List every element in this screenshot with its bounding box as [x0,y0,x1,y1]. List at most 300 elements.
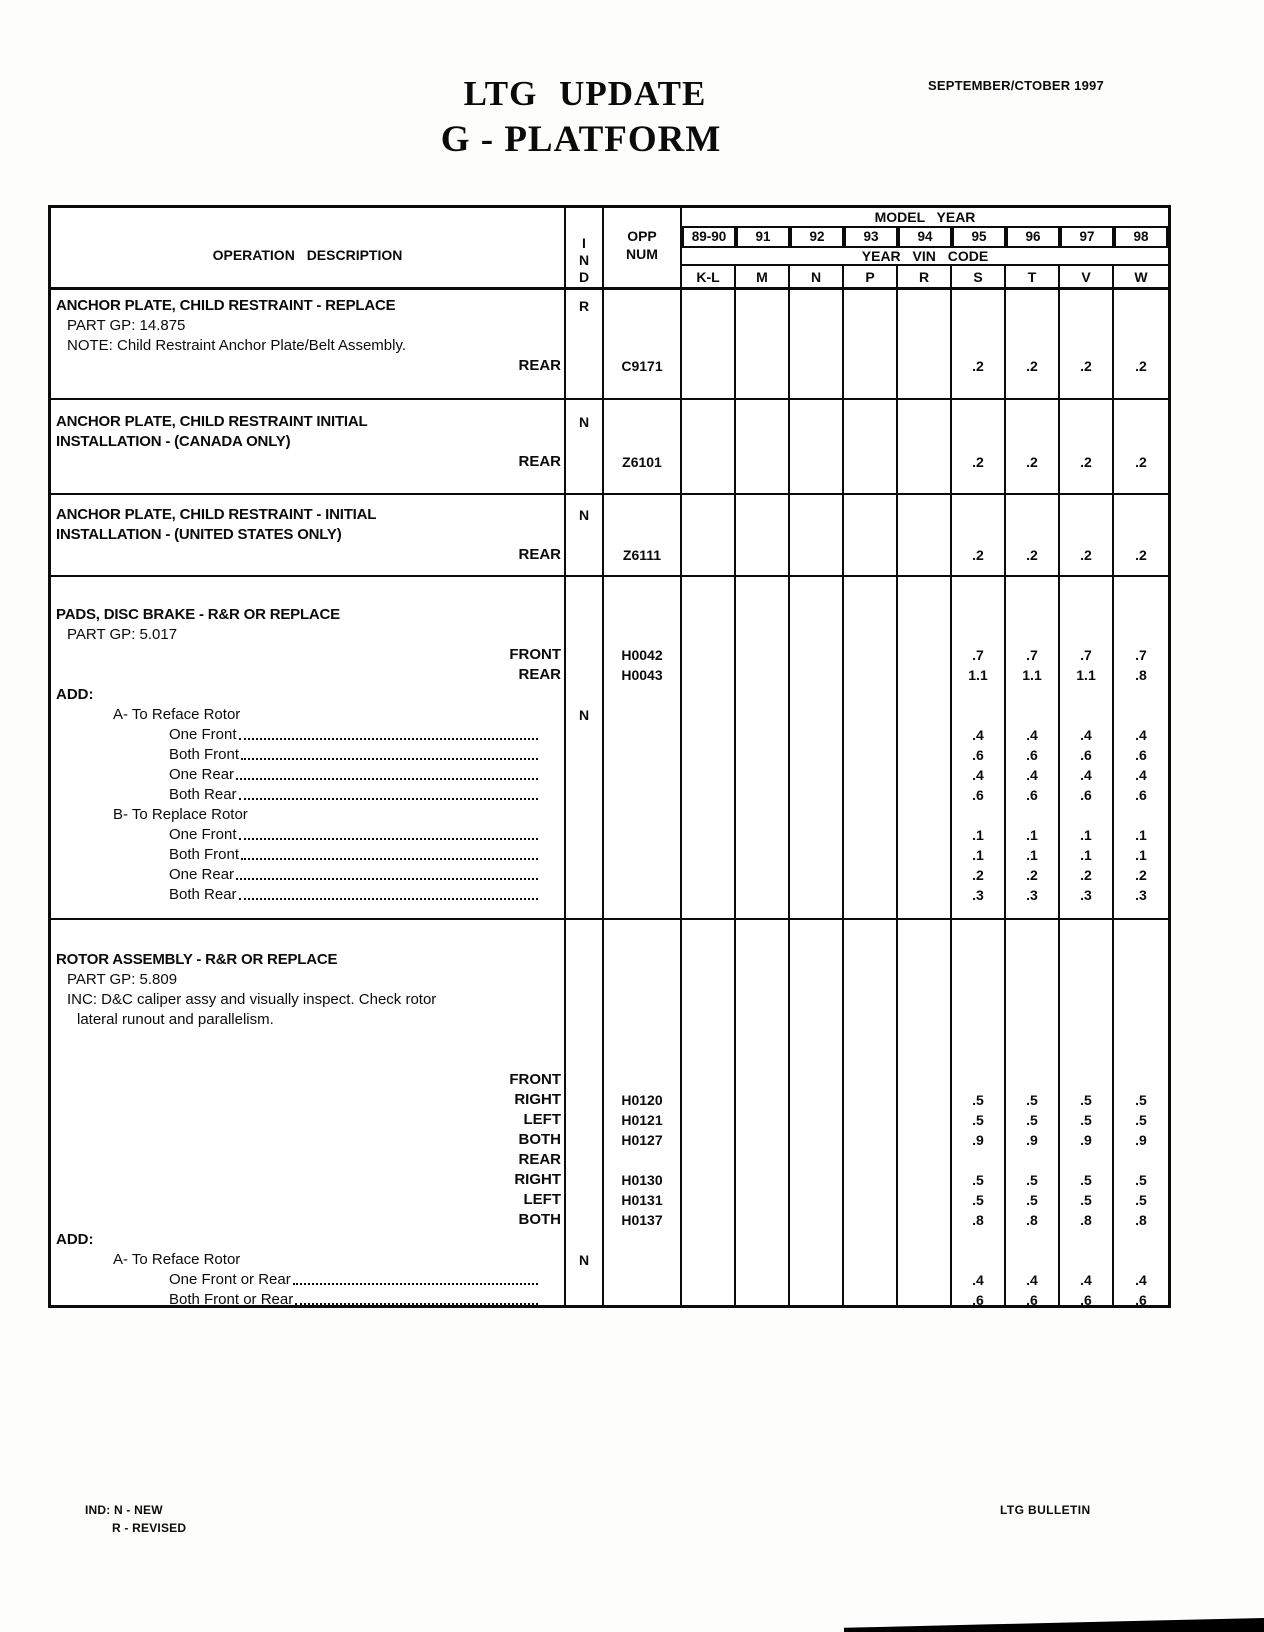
labor-time-cell [898,765,950,785]
vin-code-cell: M [736,266,790,288]
labor-time-cell [898,990,950,1010]
labor-time-cell [736,665,788,685]
labor-time-cell [1114,805,1168,825]
labor-time-cell [898,1210,950,1230]
labor-time-cell [736,625,788,645]
labor-time-cell: 1.1 [1076,667,1096,683]
labor-time-cell [736,1150,788,1170]
labor-time-cell [898,725,950,745]
labor-time-cell [844,1290,896,1310]
labor-time-cell: .5 [1026,1112,1038,1128]
opp-num-column [604,290,682,398]
labor-time-cell: .2 [972,547,984,563]
labor-time-cell [736,1030,788,1050]
labor-time-cell [790,296,842,316]
labor-time-cell [790,1130,842,1150]
operation-block [51,495,1168,577]
labor-time-cell [682,825,734,845]
operation-line [51,1270,564,1290]
labor-time-cell: .2 [1135,454,1147,470]
labor-time-cell: .5 [972,1172,984,1188]
labor-time-cell [898,865,950,885]
labor-time-cell [1114,432,1168,452]
labor-time-cell [790,336,842,356]
labor-time-cell: .2 [1080,454,1092,470]
operation-block [51,290,1168,400]
ind-cell: N [578,414,590,430]
labor-time-cell [1060,805,1112,825]
labor-time-cell: .5 [1135,1172,1147,1188]
labor-time-cell [1060,1230,1112,1250]
labor-time-cell [952,1010,1004,1030]
year-column-96 [1006,495,1060,575]
opp-num-column [604,577,682,918]
labor-time-cell [898,525,950,545]
operation-line-text: Both Rear [169,886,237,903]
ind-cell [566,605,602,625]
labor-time-cell [1114,950,1168,970]
operation-line: FRONT [509,1071,561,1088]
year-column-96 [1006,920,1060,1308]
labor-time-cell [1006,296,1058,316]
labor-time-cell [1114,1010,1168,1030]
labor-time-cell: .5 [1135,1092,1147,1108]
labor-time-cell [844,605,896,625]
operation-line [51,825,564,845]
labor-time-cell [682,725,734,745]
labor-time-cell [682,950,734,970]
ind-cell: N [578,1252,590,1268]
year-column-94 [898,290,952,398]
year-column-92 [790,920,844,1305]
labor-time-cell [1006,605,1058,625]
operation-line: ANCHOR PLATE, CHILD RESTRAINT INITIAL [56,413,368,430]
labor-time-cell [1006,432,1058,452]
labor-time-cell: .4 [972,1272,984,1288]
ind-cell [566,645,602,665]
labor-time-cell: .5 [972,1192,984,1208]
labor-time-cell [1006,1030,1058,1050]
ind-cell [566,432,602,452]
labor-time-cell [1114,336,1168,356]
labor-time-cell [1060,1030,1112,1050]
opp-code-cell [604,950,680,970]
labor-time-cell [1060,930,1112,950]
year-column-92 [790,400,844,493]
labor-time-cell: .4 [1080,727,1092,743]
labor-time-cell [952,585,1004,605]
labor-time-cell [1114,990,1168,1010]
operation-line-text: One Front [169,826,237,843]
labor-time-cell [1006,336,1058,356]
operation-line: INC: D&C caliper assy and visually inspect. Check rotor [67,991,437,1008]
opp-code-cell: H0121 [621,1112,663,1128]
dot-leader [295,1290,538,1305]
ind-cell [566,1150,602,1170]
labor-time-cell [736,1130,788,1150]
labor-time-cell [844,785,896,805]
labor-time-cell [844,705,896,725]
labor-time-cell [790,990,842,1010]
labor-time-cell [790,452,842,472]
labor-time-cell [844,1210,896,1230]
labor-time-cell [682,525,734,545]
operation-line: REAR [518,546,561,563]
labor-time-cell: .7 [972,647,984,663]
operation-line [51,845,564,865]
ind-cell [566,545,602,565]
labor-time-cell [1006,1050,1058,1070]
labor-time-cell [790,865,842,885]
labor-time-cell [682,785,734,805]
labor-time-cell [898,1090,950,1110]
operation-line-text: Both Front [169,746,240,763]
labor-time-cell [898,930,950,950]
labor-time-cell [844,990,896,1010]
operation-line [51,585,564,605]
opp-code-cell [604,1050,680,1070]
labor-time-cell [682,1030,734,1050]
operation-line: REAR [518,357,561,374]
labor-time-cell [682,412,734,432]
labor-time-cell [898,1110,950,1130]
opp-num-column [604,920,682,1305]
labor-time-cell [1060,336,1112,356]
labor-time-cell [790,685,842,705]
operation-line: lateral runout and parallelism. [77,1011,274,1028]
labor-time-cell [736,1230,788,1250]
labor-time-cell [844,525,896,545]
opp-code-cell [604,930,680,950]
labor-time-cell: .6 [1135,1292,1147,1308]
ind-cell [566,1270,602,1290]
labor-time-cell [682,585,734,605]
labor-time-cell: .6 [1080,787,1092,803]
opp-code-cell [604,705,680,725]
labor-time-cell [1006,412,1058,432]
labor-time-cell [682,605,734,625]
labor-time-cell: .7 [1026,647,1038,663]
labor-time-cell [844,865,896,885]
labor-time-cell [844,1110,896,1130]
operation-line: REAR [518,1151,561,1168]
labor-time-cell [952,1230,1004,1250]
labor-time-cell [682,805,734,825]
labor-time-cell [844,1050,896,1070]
labor-time-cell [1006,1150,1058,1170]
labor-time-cell: .7 [1135,647,1147,663]
opp-num-label: NUM [626,245,658,262]
labor-time-cell [898,1150,950,1170]
labor-time-cell [1006,930,1058,950]
year-cell: 93 [844,226,898,248]
opp-code-cell [604,1230,680,1250]
labor-time-cell [682,705,734,725]
operation-line: PART GP: 14.875 [67,317,186,334]
labor-time-cell [844,930,896,950]
labor-time-cell [1060,970,1112,990]
labor-time-cell [952,950,1004,970]
labor-time-cell [682,685,734,705]
operation-line-text: One Front [169,726,237,743]
labor-time-cell [898,950,950,970]
ind-cell: N [578,507,590,523]
labor-time-cell [844,545,896,565]
vin-code-row [682,266,1168,288]
labor-time-cell [736,1190,788,1210]
labor-time-cell: .4 [1026,727,1038,743]
labor-time-cell [844,970,896,990]
labor-time-cell [736,745,788,765]
ind-cell [566,930,602,950]
ind-cell [566,336,602,356]
labor-time-cell [844,356,896,376]
operation-line: RIGHT [514,1091,561,1108]
dot-leader [236,865,538,880]
labor-time-cell [952,412,1004,432]
ind-cell [566,805,602,825]
labor-time-cell [790,1110,842,1130]
labor-time-cell [1060,950,1112,970]
labor-time-cell [736,845,788,865]
labor-time-cell [736,970,788,990]
labor-time-cell [790,1270,842,1290]
year-cell: 89-90 [682,226,736,248]
labor-time-cell [898,885,950,905]
ind-column [566,290,604,398]
labor-time-cell [790,412,842,432]
labor-time-cell [844,1130,896,1150]
labor-time-cell: .5 [1080,1192,1092,1208]
labor-time-cell [736,885,788,905]
labor-time-cell [736,336,788,356]
labor-time-cell: .2 [1135,358,1147,374]
ind-cell [566,725,602,745]
year-column-97 [1060,920,1114,1308]
labor-time-cell [952,525,1004,545]
opp-code-cell: H0042 [621,647,663,663]
labor-time-cell [898,685,950,705]
labor-time-cell [790,585,842,605]
labor-time-cell [1060,432,1112,452]
opp-code-cell [604,1150,680,1170]
ind-letter: N [578,252,590,268]
labor-time-cell [844,316,896,336]
ind-column [566,577,604,918]
labor-time-cell: .8 [1026,1212,1038,1228]
opp-code-cell: H0131 [621,1192,663,1208]
opp-num-column [604,400,682,493]
labor-time-cell: .4 [1026,1272,1038,1288]
labor-time-cell [682,356,734,376]
labor-time-cell [736,545,788,565]
year-column-95 [952,920,1006,1308]
labor-time-cell [844,1030,896,1050]
labor-time-cell [1114,296,1168,316]
labor-time-cell: .6 [1080,747,1092,763]
ind-cell [566,1030,602,1050]
labor-time-cell: .2 [972,358,984,374]
labor-time-cell [790,885,842,905]
labor-time-cell [1060,625,1112,645]
labor-time-cell [736,705,788,725]
labor-time-cell: .6 [1026,787,1038,803]
year-column-98 [1114,290,1168,398]
ind-letter: D [578,269,590,285]
labor-time-cell: .6 [972,1292,984,1308]
dot-leader [239,785,538,800]
labor-time-cell [790,930,842,950]
labor-time-cell [952,1070,1004,1090]
labor-table-body [51,290,1168,1308]
labor-time-cell [898,625,950,645]
ind-cell [566,1110,602,1130]
year-column-94 [898,577,952,918]
labor-time-cell [844,1070,896,1090]
opp-code-cell [604,805,680,825]
labor-time-cell [898,545,950,565]
ind-cell [566,885,602,905]
labor-time-cell [1006,950,1058,970]
labor-time-cell [844,1190,896,1210]
year-column-91 [736,920,790,1305]
vin-code-cell: V [1060,266,1114,288]
dot-leader [241,745,538,760]
labor-time-cell [844,725,896,745]
operation-line: FRONT [509,646,561,663]
ind-cell [566,845,602,865]
page-title: LTG UPDATE [463,74,707,113]
labor-time-cell: .2 [1026,547,1038,563]
labor-time-cell [1114,505,1168,525]
ind-cell: R [578,298,590,314]
ind-cell [566,452,602,472]
labor-time-cell [790,645,842,665]
labor-time-cell [682,845,734,865]
ind-cell [566,1130,602,1150]
labor-time-cell [1114,1070,1168,1090]
year-column-94 [898,400,952,493]
labor-time-cell [898,1230,950,1250]
year-column-98 [1114,920,1168,1308]
vin-code-cell: K-L [682,266,736,288]
year-column-95 [952,495,1006,575]
labor-time-cell: .3 [1135,887,1147,903]
labor-time-cell [844,505,896,525]
ind-cell [566,865,602,885]
labor-time-cell [790,970,842,990]
labor-time-cell [844,625,896,645]
opp-code-cell: H0120 [621,1092,663,1108]
opp-num-label: OPP [627,227,657,244]
labor-time-cell [736,605,788,625]
ind-cell [566,356,602,376]
labor-time-cell [790,1050,842,1070]
operation-line: BOTH [518,1131,561,1148]
labor-time-cell [790,432,842,452]
opp-code-cell: H0130 [621,1172,663,1188]
labor-time-cell [1006,1250,1058,1270]
labor-time-cell [1114,1230,1168,1250]
labor-time-cell: .1 [972,847,984,863]
labor-time-cell [736,525,788,545]
labor-time-cell [736,990,788,1010]
labor-time-cell [844,645,896,665]
labor-time-cell: .1 [1026,847,1038,863]
opp-code-cell [604,336,680,356]
labor-time-cell [952,432,1004,452]
labor-time-cell [736,452,788,472]
ind-cell [566,1050,602,1070]
labor-time-cell [736,505,788,525]
labor-time-cell: .5 [1080,1172,1092,1188]
operation-block [51,577,1168,920]
labor-time-cell [1006,990,1058,1010]
labor-time-cell: .9 [1080,1132,1092,1148]
year-column-92 [790,495,844,575]
labor-time-cell [898,296,950,316]
opp-code-cell [604,625,680,645]
labor-time-cell [1006,805,1058,825]
year-column-94 [898,495,952,575]
labor-time-cell: .4 [972,727,984,743]
operation-line [51,765,564,785]
operation-line [51,745,564,765]
ind-cell [566,765,602,785]
labor-time-cell: .4 [972,767,984,783]
labor-time-cell [1006,970,1058,990]
labor-time-cell [682,1290,734,1310]
operation-line: ADD: [56,1231,94,1248]
labor-time-cell [682,505,734,525]
labor-time-cell [898,825,950,845]
year-cell: 98 [1114,226,1168,248]
ind-cell [566,625,602,645]
labor-time-cell [682,1210,734,1230]
labor-time-cell [682,1190,734,1210]
labor-time-cell [682,885,734,905]
labor-time-cell [736,685,788,705]
labor-time-cell: .6 [1135,787,1147,803]
labor-time-cell [1006,316,1058,336]
labor-time-cell [1114,525,1168,545]
ind-cell [566,1290,602,1310]
labor-time-cell [844,452,896,472]
labor-time-cell [736,585,788,605]
labor-time-cell [952,990,1004,1010]
labor-time-cell [736,725,788,745]
labor-time-cell [1114,970,1168,990]
labor-time-cell [682,1170,734,1190]
labor-time-cell [952,1030,1004,1050]
labor-time-cell [790,845,842,865]
labor-time-cell [790,1090,842,1110]
operation-line: ADD: [56,686,94,703]
labor-time-cell: .1 [1135,827,1147,843]
vin-code-cell: N [790,266,844,288]
labor-time-cell [844,1170,896,1190]
labor-time-cell [682,930,734,950]
description-column [51,920,566,1308]
labor-time-cell [736,1090,788,1110]
labor-time-cell [844,1010,896,1030]
labor-time-cell [790,785,842,805]
year-column-91 [736,495,790,575]
operation-line [51,930,564,950]
labor-time-cell [952,605,1004,625]
vin-code-cell: P [844,266,898,288]
labor-time-cell [1060,605,1112,625]
